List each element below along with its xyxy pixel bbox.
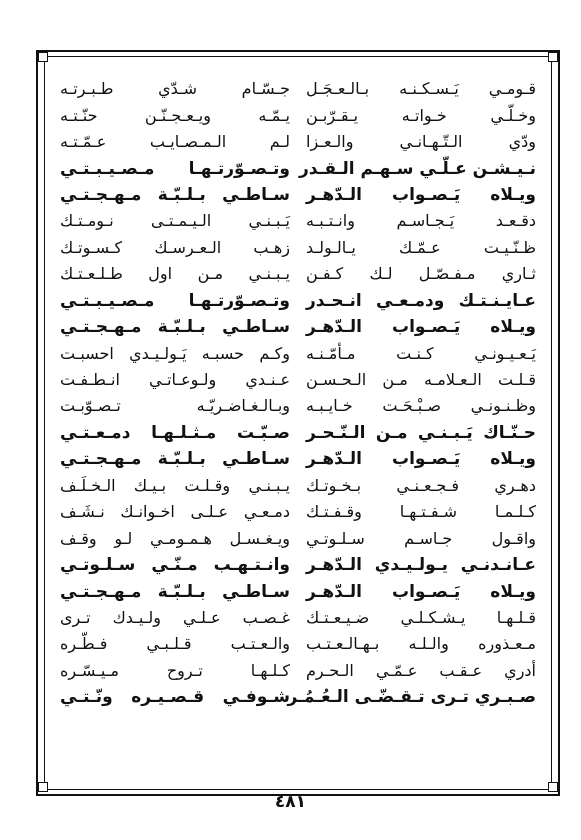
border-corner-ornament — [38, 782, 48, 792]
verse-second-hemistich: عـنـدي ولـوعـاتـي انـطـفـت — [60, 370, 290, 390]
verse-first-hemistich: يَـعـيـونـي كـنـت مـأمّـنـه — [306, 343, 536, 363]
verse-line — [52, 473, 544, 499]
verse-second-hemistich: جـسّـام شـدّي طـبـرتـه — [60, 79, 290, 99]
verse-second-hemistich: وتـصـوّرتـهـا مـصـيـبـتـي — [60, 158, 290, 179]
verse-line — [52, 129, 544, 155]
verse-second-hemistich: وبـالـغـاضـريّـه تـصـوّبـت — [60, 396, 290, 416]
verse-line — [52, 420, 544, 446]
verse-second-hemistich: يَـبـنـي الـيـمـتـى نـومـتـك — [60, 211, 290, 231]
verse-first-hemistich: ثـاري مـفـصّـل لـك كـفـن — [306, 264, 536, 284]
verse-second-hemistich: يـمّـه ويـعـجـنّـن حنّـتـه — [60, 105, 290, 125]
verse-first-hemistich: كـلـمـا شـفـتـهـا وقـفـتـك — [306, 502, 536, 522]
verse-first-hemistich: أدري عـقـب عـمّـي الـحـرم — [306, 660, 536, 680]
verse-first-hemistich: دهـري فـجـعـنـي بـخـوتـك — [306, 475, 536, 495]
verse-line — [52, 340, 544, 366]
verse-second-hemistich: سـاطـي بـلـبّـة مـهـجـتـي — [60, 449, 290, 470]
verse-first-hemistich: مـعـذوره والـلـه بـهـالـعـتـب — [306, 634, 536, 654]
verse-first-hemistich: قـلـهـا يـشـكـلـي ضـيـعـتـك — [306, 607, 536, 627]
verse-second-hemistich: وكـم حسبـه يَـولـيـدي احسبـت — [60, 343, 290, 363]
verse-second-hemistich: سـاطـي بـلـبّـة مـهـجـتـي — [60, 184, 290, 205]
verse-line — [52, 155, 544, 181]
verse-line — [52, 578, 544, 604]
verse-line — [52, 288, 544, 314]
poem-verses — [52, 76, 544, 790]
verse-line — [52, 631, 544, 657]
verse-first-hemistich: حـنّـاك يَـبـنـي مـن الـنّـحـر — [306, 422, 536, 443]
verse-line — [52, 525, 544, 551]
border-corner-ornament — [38, 52, 48, 62]
verse-first-hemistich: عـانـدنـي يـولـيـدي الـدّهـر — [306, 555, 536, 576]
verse-line — [52, 208, 544, 234]
verse-line — [52, 658, 544, 684]
verse-second-hemistich: لـم الـمـصـايـب عـمّـتـه — [60, 132, 290, 152]
verse-second-hemistich: كـلـهـا تـروح مـيـسّـره — [60, 660, 290, 680]
verse-first-hemistich: وخـلّـي خـواتـه يـقـرّبـن — [306, 105, 536, 125]
verse-line — [52, 552, 544, 578]
verse-second-hemistich: شـوفـي قـصـيـره ونّـتـي — [60, 687, 290, 708]
verse-line — [52, 446, 544, 472]
verse-first-hemistich: واقـول جـاسـم سـلـوتـي — [306, 528, 536, 548]
verse-second-hemistich: والـعـتـب قـلـبـي فـطّـره — [60, 634, 290, 654]
verse-line — [52, 182, 544, 208]
verse-second-hemistich: زهـب الـعـرسـك كـسـوتـك — [60, 237, 290, 257]
verse-first-hemistich: ودّي الـتّـهـانـي والـعـزا — [306, 132, 536, 152]
verse-line — [52, 393, 544, 419]
verse-first-hemistich: دقـعـد يَـجـاسـم وانـتـبـه — [306, 211, 536, 231]
verse-first-hemistich: ويـلاه يَـصـواب الـدّهـر — [306, 449, 536, 470]
verse-first-hemistich: قـومـي يَـسـكـنـه بـالـعـجَـل — [306, 79, 536, 99]
verse-first-hemistich: ويـلاه يَـصـواب الـدّهـر — [306, 581, 536, 602]
verse-second-hemistich: وتـصـوّرتـهـا مـصـيـبـتـي — [60, 290, 290, 311]
verse-line — [52, 499, 544, 525]
verse-first-hemistich: وظـنـونـي صـبْـحَـت خـايـبـه — [306, 396, 536, 416]
verse-second-hemistich: غـصـب عـلـي ولـيـدك تـرى — [60, 607, 290, 627]
verse-first-hemistich: ويـلاه يَـصـواب الـدّهـر — [306, 317, 536, 338]
verse-first-hemistich: صـبـري تـرى تـقـضّـى الـعُـمُـر — [287, 687, 536, 708]
verse-second-hemistich: سـاطـي بـلـبّـة مـهـجـتـي — [60, 581, 290, 602]
verse-second-hemistich: ويـغـسـل هـمـومـي لـو وقـف — [60, 528, 290, 548]
verse-second-hemistich: وانـتـهـب مـنّـي سـلـوتـي — [60, 555, 290, 576]
verse-line — [52, 367, 544, 393]
page-number: ٤٨١ — [274, 792, 307, 812]
verse-line — [52, 605, 544, 631]
verse-line — [52, 684, 544, 710]
verse-line — [52, 102, 544, 128]
verse-first-hemistich: نـيـشـن عـلّـي سـهـم الـقـدر — [298, 158, 536, 179]
verse-line — [52, 235, 544, 261]
verse-first-hemistich: قـلـت الـعـلامـه مـن الـحـسـن — [306, 370, 536, 390]
verse-line — [52, 76, 544, 102]
verse-first-hemistich: ويـلاه يَـصـواب الـدّهـر — [306, 184, 536, 205]
border-corner-ornament — [548, 52, 558, 62]
border-corner-ornament — [548, 782, 558, 792]
verse-second-hemistich: يـبـنـي مـن اول طـلـعـتـك — [60, 264, 290, 284]
verse-second-hemistich: صـبّـت مـثـلـهـا دمـعـتـي — [60, 422, 290, 443]
verse-second-hemistich: دمـعـي عـلـى اخـوانـك نـشَـف — [60, 502, 290, 522]
verse-second-hemistich: سـاطـي بـلـبّـة مـهـجـتـي — [60, 317, 290, 338]
verse-line — [52, 314, 544, 340]
verse-first-hemistich: عـايـنـتـك ودمـعـي انـحـدر — [306, 290, 536, 311]
verse-first-hemistich: ظـنّـيـت عـمّـك يـالـولـد — [306, 237, 536, 257]
verse-second-hemistich: يـبـنـي وقـلـت بـيـك الـخـلَـف — [60, 475, 290, 495]
verse-line — [52, 261, 544, 287]
